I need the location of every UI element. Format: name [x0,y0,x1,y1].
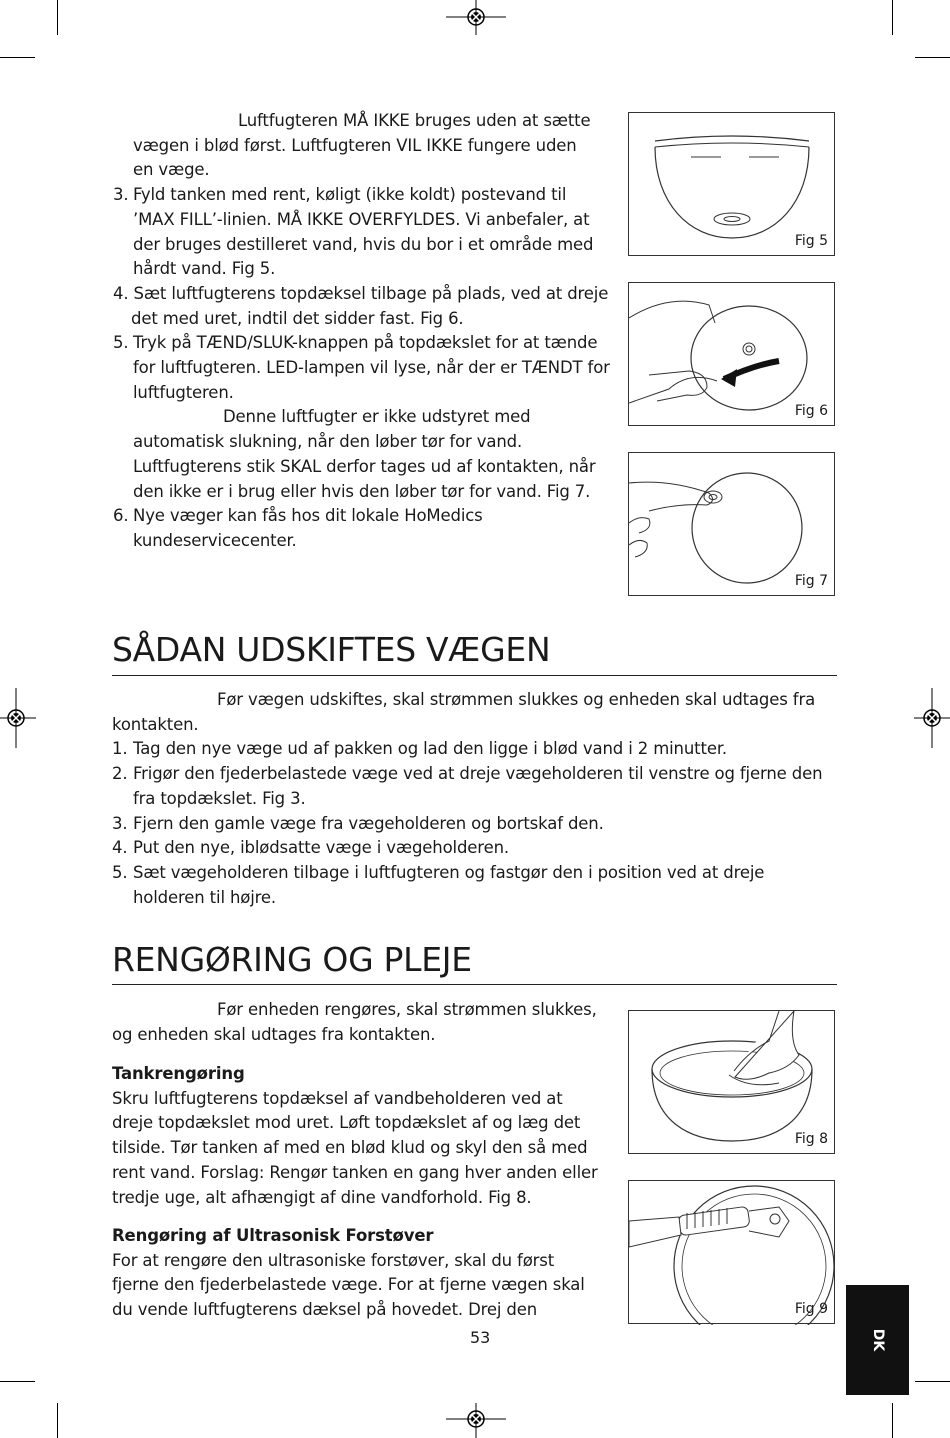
section-title: SÅDAN UDSKIFTES VÆGEN [112,630,551,669]
step-3 [113,183,610,282]
step-4 [113,282,610,331]
text-line: tredje uge, alt afhængigt af dine vandforhold. Fig 8. [112,1187,532,1207]
figure-label: Fig 5 [794,233,828,249]
text-line: holderen til højre. [133,887,277,907]
crop-mark [57,0,58,35]
text-line: den ikke er i brug eller hvis den løber tør for vand. Fig 7. [133,481,591,501]
crop-mark [0,1381,35,1382]
text-line: Tryk på TÆND/SLUK-knappen på topdækslet for at tænde [133,333,598,353]
registration-mark-icon [446,0,506,40]
text-line: en væge. [133,160,210,180]
text-line: Før enheden rengøres, skal strømmen slukkes, [217,1000,597,1019]
section-title: RENGØRING OG PLEJE [112,940,472,979]
list-item [112,812,822,837]
language-tab [846,1285,909,1395]
text-line: det med uret, indtil det sidder fast. Fig 6. [131,308,464,328]
figure-5 [628,112,835,256]
text-line: for luftfugteren. LED-lampen vil lyse, når der er TÆNDT for [133,358,610,378]
ultrasonic-cleaning [112,1224,585,1323]
crop-mark [0,57,35,58]
crop-mark [915,1381,950,1382]
crop-mark [915,57,950,58]
text-line: Denne luftfugter er ikke udstyret med [223,407,531,427]
list-item [112,737,822,762]
section-2-body [112,998,597,1047]
registration-mark-icon [910,688,950,748]
text-line: der bruges destilleret vand, hvis du bor i et område med [133,234,594,254]
step-number: 5. [112,862,128,882]
step-number: 4. [112,838,128,858]
step-5 [113,331,610,504]
page-number: 53 [470,1328,491,1347]
text-line: vægen i blød først. Luftfugteren VIL IKKE fungere uden [133,135,577,155]
language-tab-label: DK [869,1328,886,1352]
text-line: Nye væger kan fås hos dit lokale HoMedics [133,506,483,526]
text-line: Før vægen udskiftes, skal strømmen slukkes og enheden skal udtages fra [217,690,816,709]
crop-mark [57,1403,58,1438]
text-line: Frigør den fjederbelastede væge ved at dreje vægeholderen til venstre og fjerne den [133,764,823,784]
figure-label: Fig 7 [794,573,828,589]
step-number: 1. [112,739,128,759]
section-divider [112,984,837,985]
list-item [112,861,822,910]
step-number: 5. [113,333,129,353]
text-line: Sæt vægeholderen tilbage i luftfugteren og fastgør den i position ved at dreje [133,862,765,882]
list-item [112,836,822,861]
text-line: luftfugteren. [133,382,234,402]
text-line: Fyld tanken med rent, køligt (ikke koldt) postevand til [133,185,567,205]
text-line: Put den nye, iblødsatte væge i vægeholderen. [133,838,509,858]
text-line: Fjern den gamle væge fra vægeholderen og bortskaf den. [133,813,604,833]
text-line: Luftfugteren MÅ IKKE bruges uden at sætte [238,111,591,130]
step-number: 3. [113,185,129,205]
text-line: For at rengøre den ultrasoniske forstøver, skal du først [112,1250,555,1270]
figure-label: Fig 6 [794,403,828,419]
text-line: du vende luftfugterens dæksel på hovedet. Drej den [112,1300,538,1320]
text-line: Luftfugterens stik SKAL derfor tages ud af kontakten, når [133,456,596,476]
text-line: fjerne den fjederbelastede væge. For at fjerne vægen skal [112,1275,585,1295]
step-number: 2. [112,764,128,784]
crop-mark [892,0,893,35]
text-line: ’MAX FILL’-linien. MÅ IKKE OVERFYLDES. Vi anbefaler, at [133,209,590,229]
tank-cleaning [112,1062,598,1210]
text-line: 4. Sæt luftfugterens topdæksel tilbage på plads, ved at dreje [113,283,609,303]
list-item [112,762,822,811]
subheading: Rengøring af Ultrasonisk Forstøver [112,1226,434,1245]
figure-9 [628,1180,835,1324]
text-line: hårdt vand. Fig 5. [133,259,276,279]
section-divider [112,675,837,676]
crop-mark [892,1403,893,1438]
text-line: automatisk slukning, når den løber tør for vand. [133,432,523,452]
subheading: Tankrengøring [112,1064,245,1083]
text-line: fra topdækslet. Fig 3. [133,788,306,808]
figure-8 [628,1010,835,1154]
figure-label: Fig 8 [794,1131,828,1147]
figure-6 [628,282,835,426]
step-6 [113,504,610,553]
step-number: 6. [113,506,129,526]
figure-label: Fig 9 [794,1301,828,1317]
text-line: kundeservicecenter. [133,530,297,550]
text-line: rent vand. Forslag: Rengør tanken en gang hver anden eller [112,1162,598,1182]
text-line: Skru luftfugterens topdæksel af vandbeholderen ved at [112,1088,563,1108]
text-line: dreje topdækslet mod uret. Løft topdækslet af og læg det [112,1113,581,1133]
text-line: kontakten. [112,714,199,734]
text-line: Tag den nye væge ud af pakken og lad den ligge i blød vand i 2 minutter. [133,739,728,759]
text-line: tilside. Tør tanken af med en blød klud og skyl den så med [112,1138,588,1158]
registration-mark-icon [446,1398,506,1438]
instructions-continued [113,109,610,554]
registration-mark-icon [0,688,40,748]
text-line: og enheden skal udtages fra kontakten. [112,1024,436,1044]
section-1-body [112,688,822,910]
step-number: 3. [112,813,128,833]
figure-7 [628,452,835,596]
